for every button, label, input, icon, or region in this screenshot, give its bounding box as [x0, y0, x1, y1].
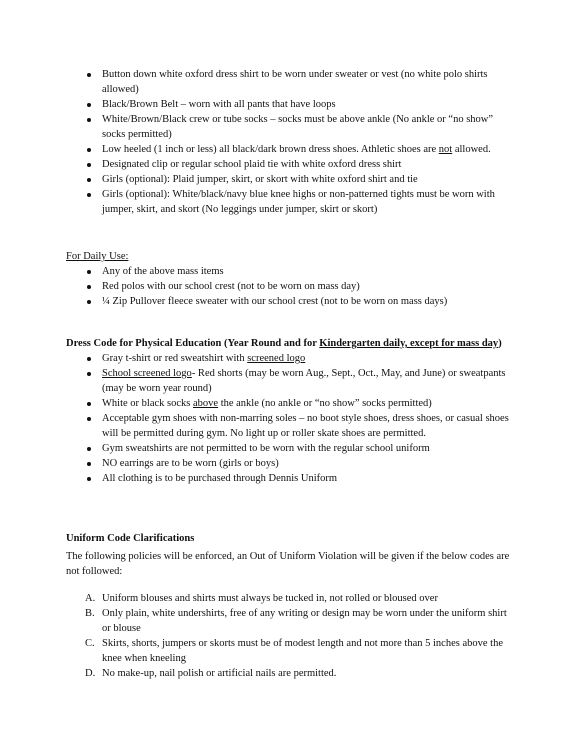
pe-list [66, 351, 516, 486]
bullet-icon [87, 270, 91, 274]
bullet-icon [87, 118, 91, 122]
bullet-icon [87, 402, 91, 406]
list-item: Red polos with our school crest (not to be worn on mass day) [66, 279, 516, 294]
uniform-items-list [66, 67, 516, 217]
list-item: Gym sweatshirts are not permitted to be worn with the regular school uniform [66, 441, 516, 456]
bullet-icon [87, 372, 91, 376]
list-item: Acceptable gym shoes with non-marring soles – no boot style shoes, dress shoes, or casual shoes will be permitted during gym. No light up or roller skate shoes are permitted. [66, 411, 516, 441]
uniform-list-section [66, 67, 516, 217]
list-item: School screened logo- Red shorts (may be worn Aug., Sept., Oct., May, and June) or sweatpants (may be worn year round) [66, 366, 516, 396]
bullet-icon [87, 357, 91, 361]
list-item: Designated clip or regular school plaid tie with white oxford dress shirt [66, 157, 516, 172]
clarifications-list [66, 591, 516, 681]
list-item: C. Skirts, shorts, jumpers or skorts must be of modest length and not more than 5 inches above the knee when kneeling [85, 638, 503, 664]
pe-heading: Dress Code for Physical Education (Year Round and for Kindergarten daily, except for mass day) [66, 338, 502, 349]
bullet-icon [87, 285, 91, 289]
pe-section [66, 336, 509, 486]
list-item: White/Brown/Black crew or tube socks – socks must be above ankle (No ankle or “no show” socks permitted) [66, 112, 516, 142]
list-item: D. No make-up, nail polish or artificial nails are permitted. [85, 668, 337, 679]
daily-use-section [66, 249, 516, 309]
list-item: Black/Brown Belt – worn with all pants that have loops [66, 97, 516, 112]
clarifications-section [66, 531, 516, 681]
bullet-icon [87, 300, 91, 304]
list-item: A. Uniform blouses and shirts must always be tucked in, not rolled or bloused over [85, 593, 438, 604]
clarifications-intro: The following policies will be enforced, an Out of Uniform Violation will be given if the below codes are not followed: [66, 551, 510, 577]
bullet-icon [87, 417, 91, 421]
bullet-icon [87, 73, 91, 77]
daily-use-list [66, 264, 516, 309]
list-item: Girls (optional): Plaid jumper, skirt, or skort with white oxford shirt and tie [66, 172, 516, 187]
bullet-icon [87, 103, 91, 107]
list-item: Gray t-shirt or red sweatshirt with screened logo [66, 351, 516, 366]
list-item: NO earrings are to be worn (girls or boys) [66, 456, 516, 471]
list-item: Any of the above mass items [66, 264, 516, 279]
bullet-icon [87, 477, 91, 481]
bullet-icon [87, 193, 91, 197]
list-item: White or black socks above the ankle (no ankle or “no show” socks permitted) [66, 396, 516, 411]
bullet-icon [87, 462, 91, 466]
list-item: ¼ Zip Pullover fleece sweater with our school crest (not to be worn on mass days) [66, 294, 516, 309]
clarifications-heading: Uniform Code Clarifications [66, 533, 195, 544]
list-item: B. Only plain, white undershirts, free of any writing or design may be worn under the uniform shirt or blouse [85, 608, 507, 634]
list-item: Button down white oxford dress shirt to be worn under sweater or vest (no white polo shirts allowed) [66, 67, 516, 97]
list-item: Girls (optional): White/black/navy blue knee highs or non-patterned tights must be worn with jumper, skirt, and skort (No leggings under jumper, skirt or skort) [66, 187, 516, 217]
bullet-icon [87, 447, 91, 451]
list-item: All clothing is to be purchased through Dennis Uniform [66, 471, 516, 486]
list-item: Low heeled (1 inch or less) all black/dark brown dress shoes. Athletic shoes are not allowed. [66, 142, 516, 157]
bullet-icon [87, 148, 91, 152]
daily-use-heading: For Daily Use: [66, 251, 129, 262]
bullet-icon [87, 163, 91, 167]
bullet-icon [87, 178, 91, 182]
